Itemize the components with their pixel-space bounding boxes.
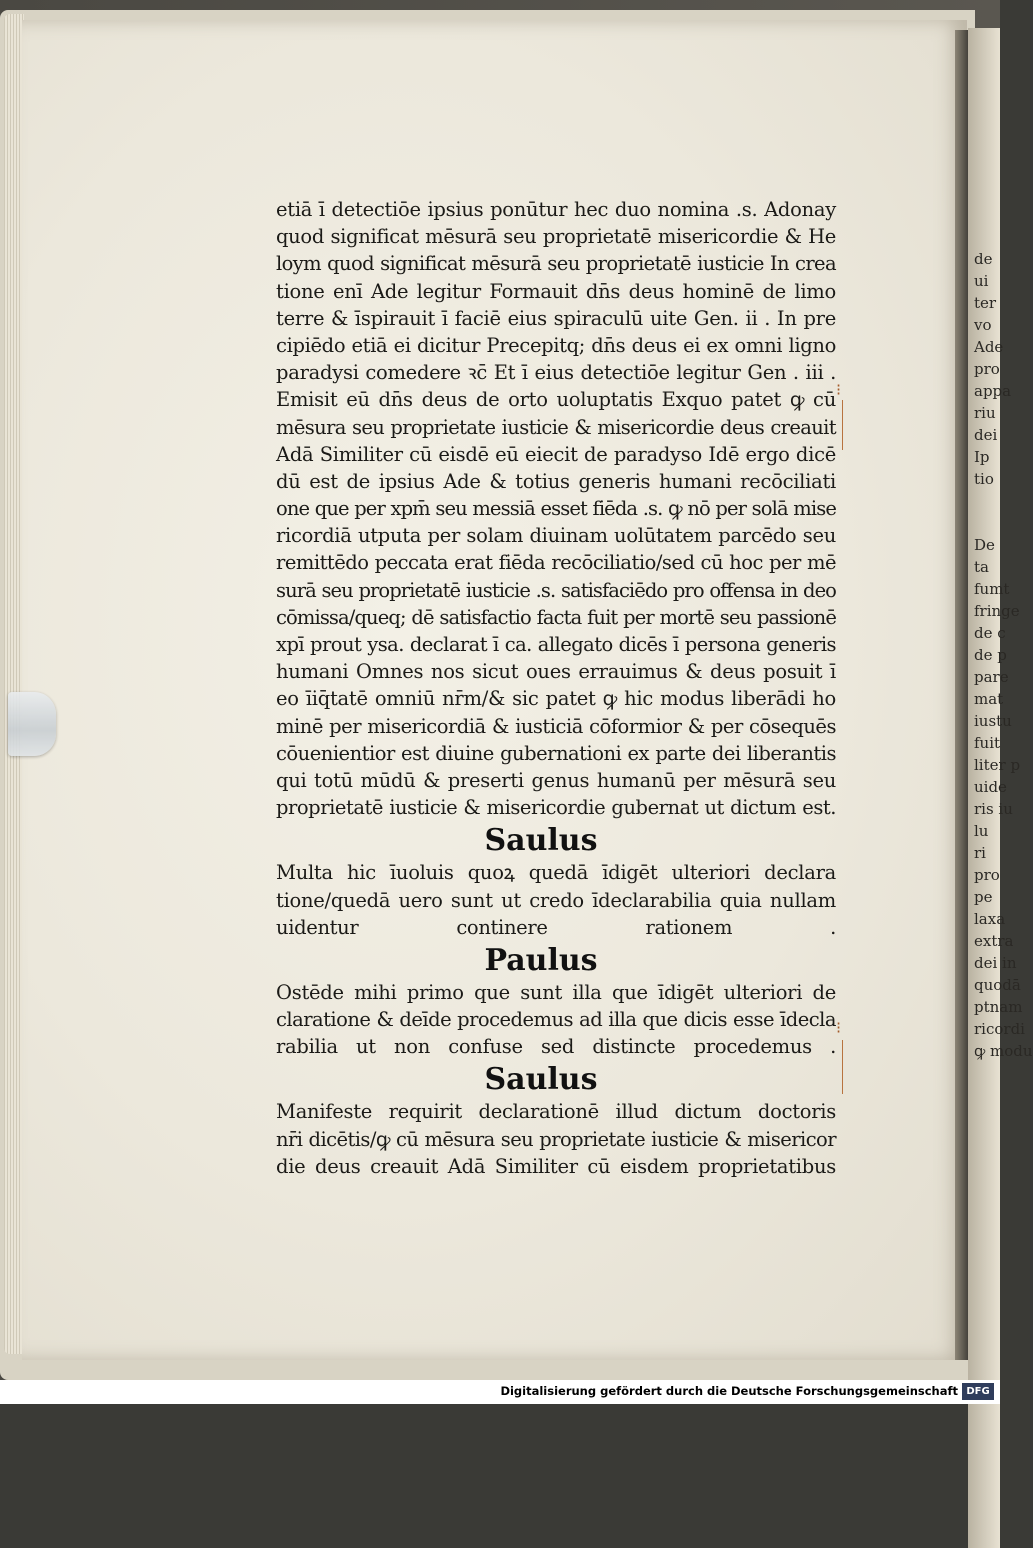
footer-bar (0, 1380, 1000, 1404)
facing-text-fragment: pro (974, 360, 1000, 378)
text-line: claratione & deīde procedemus ad illa que dicis esse īdecla (276, 1008, 836, 1032)
margin-line-1 (842, 400, 843, 450)
margin-mark-1: ⁝ (836, 380, 842, 399)
facing-text-fragment: extra (974, 932, 1014, 950)
facing-text-fragment: ri (974, 844, 986, 862)
facing-text-fragment: mat (974, 690, 1004, 708)
text-paragraph-4 (276, 1098, 836, 1180)
main-text-block (276, 196, 836, 1180)
facing-text-fragment: quodā (974, 976, 1021, 994)
text-line: proprietatē iusticie & misericordie gubernat ut dictum est. (276, 796, 836, 820)
page-clip (8, 692, 56, 756)
text-line: cipiēdo etiā ei dicitur Precepitq; dn̄s deus ei ex omni ligno (276, 333, 836, 357)
facing-text-fragment: ꝙ modu (974, 1042, 1033, 1060)
facing-text-fragment: ui (974, 272, 989, 290)
facing-text-fragment: ta (974, 558, 989, 576)
facing-text-fragment: fringe (974, 602, 1020, 620)
text-line: terre & īspirauit ī faciē eius spiraculū uite Gen. ii . In pre (276, 306, 836, 330)
facing-text-fragment: Ip (974, 448, 990, 466)
facing-text-fragment: laxa (974, 910, 1006, 928)
dfg-logo: DFG (962, 1383, 994, 1400)
text-line: mēsura seu proprietate iusticie & misericordie deus creauit (276, 415, 836, 439)
facing-text-fragment: liter p (974, 756, 1021, 774)
text-line: qui totū mūdū & preserti genus humanū per mēsurā seu (276, 768, 836, 792)
text-line: quod significat mēsurā seu proprietatē misericordie & He (276, 225, 836, 249)
facing-text-fragment: uide (974, 778, 1007, 796)
facing-text-fragment: de p (974, 646, 1007, 664)
facing-text-fragment: De (974, 536, 995, 554)
facing-text-fragment: appa (974, 382, 1012, 400)
text-paragraph-3 (276, 979, 836, 1061)
facing-text-fragment: dei in (974, 954, 1017, 972)
text-line: xpī prout ysa. declarat ī ca. allegato dicēs ī persona generis (276, 633, 836, 656)
text-line: nr̄i dicētis/ꝙ cū mēsura seu proprietate iusticie & misericor (276, 1127, 836, 1151)
text-line: ricordiā utputa per solam diuinam uolūtatem parcēdo seu (276, 524, 836, 548)
text-line: Multa hic īuoluis quoꝝ quedā īdigēt ulteriori declara (276, 861, 836, 885)
facing-text-fragment: de c (974, 624, 1006, 642)
facing-text-fragment: ter (974, 294, 997, 312)
text-line: eo īiq̄tatē omniū nr̄m/& sic patet ꝙ hic modus liberādi ho (276, 687, 836, 711)
speaker-heading-saulus-1: Saulus (484, 823, 598, 859)
text-line: loym quod significat mēsurā seu proprietatē iusticie In crea (276, 252, 836, 276)
text-line: remittēdo peccata erat fiēda recōciliatio/sed cū hoc per mē (276, 551, 836, 575)
facing-text-fragment: riu (974, 404, 996, 422)
margin-line-2 (842, 1040, 843, 1094)
text-line: tione/quedā uero sunt ut credo īdeclarabilia quia nullam (276, 888, 836, 912)
text-paragraph-2 (276, 859, 836, 941)
text-line: cōmissa/queq; dē satisfactio facta fuit per mortē seu passionē (276, 605, 836, 629)
facing-text-fragment: fuit (974, 734, 1001, 752)
text-line: paradysi comedere ꝛc̄ Et ī eius detectiōe legitur Gen . iii . (276, 361, 836, 385)
margin-mark-2: ⁝ (836, 1018, 842, 1037)
facing-text-fragment: ricordi (974, 1020, 1025, 1038)
facing-page (968, 28, 1033, 1548)
text-line: die deus creauit Adā Similiter cū eisdem proprietatibus (276, 1154, 836, 1178)
text-line: surā seu proprietatē iusticie .s. satisfaciēdo pro offensa in deo (276, 578, 836, 602)
facing-text-fragment: pare (974, 668, 1009, 686)
facing-page-fragments (968, 248, 1033, 1062)
text-line: tione enī Ade legitur Formauit dn̄s deus hominē de limo (276, 279, 836, 303)
facing-text-fragment: dei (974, 426, 998, 444)
facing-text-fragment (974, 490, 1000, 512)
footer-credit: Digitalisierung gefördert durch die Deutsche Forschungsgemeinschaft (500, 1384, 958, 1398)
facing-text-fragment (974, 512, 1000, 534)
facing-text-fragment: ptnam (974, 998, 1023, 1016)
facing-text-fragment: fumt (974, 580, 1010, 598)
page-edges (4, 14, 24, 1354)
text-line: rabilia ut non confuse sed distincte procedemus . (276, 1035, 836, 1059)
text-line: cōuenientior est diuine gubernationi ex parte dei liberantis (276, 741, 836, 765)
text-line: etiā ī detectiōe ipsius ponūtur hec duo nomina .s. Adonay (276, 198, 836, 221)
facing-text-fragment: Ade (974, 338, 1004, 356)
facing-text-fragment: lu (974, 822, 989, 840)
text-line: Manifeste requirit declarationē illud dictum doctoris (276, 1100, 836, 1124)
text-line: humani Omnes nos sicut oues errauimus & deus posuit ī (276, 660, 836, 684)
facing-text-fragment: de (974, 250, 993, 268)
facing-text-fragment: iustu (974, 712, 1012, 730)
text-line: minē per misericordiā & iusticiā cōformior & per cōsequēs (276, 714, 836, 738)
text-line: Emisit eū dn̄s deus de orto uoluptatis Exquo patet ꝙ cū (276, 388, 836, 412)
text-line: Adā Similiter cū eisdē eū eiecit de paradyso Idē ergo dicē (276, 442, 836, 466)
facing-text-fragment: vo (974, 316, 992, 334)
text-line: uidentur continere rationem . (276, 915, 836, 939)
speaker-heading-paulus: Paulus (484, 942, 598, 978)
facing-text-fragment: tio (974, 470, 994, 488)
facing-text-fragment: ris iu (974, 800, 1013, 818)
text-line: Ostēde mihi primo que sunt illa que īdigēt ulteriori de (276, 980, 836, 1004)
speaker-heading-saulus-2: Saulus (484, 1062, 598, 1098)
facing-text-fragment: pro (974, 866, 1000, 884)
text-line: dū est de ipsius Ade & totius generis humani recōciliati (276, 469, 836, 493)
text-paragraph-1 (276, 196, 836, 821)
text-line: one que per xpm̄ seu messiā esset fiēda .s. ꝙ nō per solā mise (276, 497, 836, 521)
book-gutter (955, 30, 969, 1360)
facing-text-fragment: pe (974, 888, 993, 906)
